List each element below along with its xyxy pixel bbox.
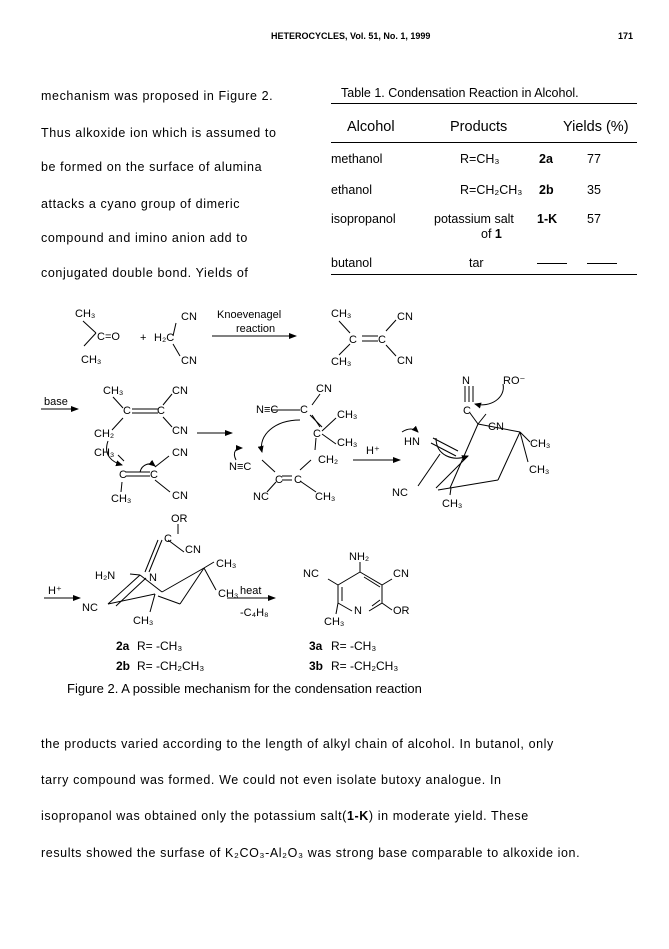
cell-product-line2-text: of (481, 227, 495, 241)
chem-label: heat (240, 585, 262, 597)
bond-line (162, 568, 204, 592)
chem-label: CH₂ (94, 428, 115, 440)
bond-line (204, 562, 214, 568)
chem-label: CN (181, 355, 197, 367)
bond-line (121, 482, 122, 492)
figure-caption: Figure 2. A possible mechanism for the condensation reaction (67, 681, 422, 696)
compound-ref: 1-K (346, 809, 369, 823)
chem-label: NC (392, 487, 408, 499)
chem-label: CH₃ (442, 498, 463, 510)
chem-label: CN (488, 421, 504, 433)
cell-alcohol: methanol (331, 152, 383, 166)
text-line: mechanism was proposed in Figure 2. (41, 89, 274, 103)
chem-label: CN (397, 311, 413, 323)
bond-line (386, 345, 396, 356)
bond-line (338, 603, 352, 611)
bond-line (450, 424, 478, 488)
bond-line (450, 488, 451, 495)
chem-label: N (149, 572, 157, 584)
cell-alcohol: butanol (331, 256, 373, 270)
bond-line (83, 321, 96, 333)
chem-label: CN (172, 425, 188, 437)
text-line: compound and imino anion add to (41, 231, 248, 245)
text-line: conjugated double bond. Yields of (41, 266, 249, 280)
chem-label: H⁺ (48, 585, 62, 597)
cell-alcohol: ethanol (331, 183, 373, 197)
chem-label: CH₃ (94, 447, 115, 459)
chem-label: CH₃ (331, 308, 352, 320)
bond-line (113, 397, 123, 408)
chem-label: CH₃ (337, 409, 358, 421)
chem-label: CN (316, 383, 332, 395)
chem-label: CN (172, 385, 188, 397)
chem-label: NH₂ (349, 551, 370, 563)
bond-line (339, 321, 350, 333)
compound-label-2b: 2b (116, 659, 131, 673)
cell-code: 2b (539, 183, 554, 197)
text-line: be formed on the surface of alumina (41, 160, 263, 174)
compound-label-2a: 2a (116, 639, 130, 653)
bond-line (382, 603, 392, 610)
chem-label: N≡C (256, 404, 279, 416)
compound-label-3a: 3a (309, 639, 323, 653)
chem-label: Knoevenagel (217, 309, 282, 321)
chem-label: CH₃ (133, 615, 154, 627)
chem-label: CH₃ (216, 558, 237, 570)
bond-line (438, 480, 498, 490)
bond-line (328, 579, 338, 585)
col-header-yields: Yields (%) (563, 119, 629, 135)
bond-line (163, 417, 172, 427)
bond-line (322, 418, 336, 431)
chem-label: C (313, 428, 321, 440)
bond-line (418, 454, 440, 486)
bond-line (322, 434, 336, 444)
bond-line (498, 432, 520, 480)
chem-label: C (119, 469, 127, 481)
chem-label: C (300, 404, 308, 416)
bond-line (360, 572, 382, 585)
cell-product: potassium salt (434, 212, 514, 226)
curved-arrow (475, 384, 503, 405)
chem-label: N (354, 605, 362, 617)
curved-arrow (234, 448, 242, 460)
bond-line (310, 415, 322, 427)
body-text-segment: isopropanol was obtained only the potassium salt( (41, 809, 347, 823)
chem-label: C (150, 469, 158, 481)
bond-line (470, 413, 478, 424)
chem-label: OR (171, 513, 188, 525)
bond-line (145, 540, 158, 572)
chem-label: CH₃ (331, 356, 352, 368)
chem-label: H⁺ (366, 445, 380, 457)
body-text-segment: ) in moderate yield. These (368, 809, 529, 823)
r-group-label: R= -CH₂CH₃ (137, 659, 205, 673)
chem-label: CH₃ (324, 616, 345, 628)
chem-label: CN (181, 311, 197, 323)
bond-line (338, 572, 360, 585)
chem-label: H₂N (95, 570, 116, 582)
chem-label: C (275, 474, 283, 486)
chem-label: CH₃ (315, 491, 336, 503)
chem-label: CN (185, 544, 201, 556)
chem-label: C=O (97, 331, 120, 343)
bond-line (155, 480, 170, 492)
chem-label: N≡C (229, 461, 252, 473)
bond-line (369, 603, 382, 611)
chem-label: NC (82, 602, 98, 614)
chem-label: CN (397, 355, 413, 367)
chem-label: C (349, 334, 357, 346)
body-line: results showed the surfase of K₂CO₃-Al₂O₃ was strong base comparable to alkoxide ion. (41, 846, 581, 860)
chem-label: reaction (236, 323, 276, 335)
r-group-label: R= -CH₃ (331, 639, 377, 653)
compound-ref: 1 (494, 227, 502, 241)
bond-line (84, 333, 96, 346)
cell-yield: 57 (587, 212, 601, 226)
page-number: 171 (618, 31, 634, 41)
cell-alcohol: isopropanol (331, 212, 396, 226)
bond-line (173, 344, 180, 356)
chem-label: CH₃ (218, 588, 239, 600)
chem-label: HN (404, 436, 420, 448)
chem-label: CH₂ (318, 454, 339, 466)
body-line: tarry compound was formed. We could not even isolate butoxy analogue. In (41, 773, 502, 787)
bond-line (300, 460, 311, 470)
bond-line (155, 456, 169, 467)
chem-label: CN (172, 447, 188, 459)
table-caption: Table 1. Condensation Reaction in Alcohol. (341, 86, 579, 100)
bond-line (300, 481, 316, 492)
chem-label: CH₃ (529, 464, 550, 476)
chem-label: C (294, 474, 302, 486)
cell-code: 2a (539, 152, 553, 166)
chem-label: CH₃ (530, 438, 551, 450)
bond-line (262, 460, 275, 472)
text-line: attacks a cyano group of dimeric (41, 197, 241, 211)
running-head: HETEROCYCLES, Vol. 51, No. 1, 1999 (271, 31, 431, 41)
chem-label: base (44, 396, 68, 408)
col-header-products: Products (450, 119, 508, 135)
chem-label: CH₃ (81, 354, 102, 366)
chem-label: RO⁻ (503, 375, 526, 387)
compound-label-3b: 3b (309, 659, 324, 673)
cell-product: R=CH₃ (460, 152, 500, 166)
bond-line (336, 603, 338, 614)
chem-label: OR (393, 605, 410, 617)
bond-line (312, 394, 320, 405)
bond-line (130, 574, 140, 575)
chem-label: H₂C (154, 332, 175, 344)
chem-label: C (378, 334, 386, 346)
chem-label: + (140, 332, 147, 344)
chem-label: NC (253, 491, 269, 503)
bond-line (158, 596, 180, 604)
bond-line (163, 394, 172, 405)
cell-code: 1-K (537, 212, 558, 226)
chem-label: C (463, 405, 471, 417)
text-line: Thus alkoxide ion which is assumed to (41, 126, 277, 140)
chem-label: CH₃ (75, 308, 96, 320)
bond-line (149, 540, 162, 572)
bond-line (386, 320, 396, 331)
chem-label: C (164, 533, 172, 545)
bond-line (478, 414, 486, 424)
chem-label: CN (393, 568, 409, 580)
chem-label: NC (303, 568, 319, 580)
bond-line (118, 455, 124, 461)
bond-line (180, 568, 204, 604)
col-header-alcohol: Alcohol (347, 119, 395, 135)
chem-label: C (123, 405, 131, 417)
cell-product: tar (469, 256, 484, 270)
r-group-label: R= -CH₃ (137, 639, 183, 653)
bond-line (204, 568, 216, 590)
cell-yield: 77 (587, 152, 601, 166)
cell-product: R=CH₂CH₃ (460, 183, 523, 197)
body-line: the products varied according to the length of alkyl chain of alcohol. In butanol, only (41, 737, 554, 751)
chem-label: CN (172, 490, 188, 502)
body-line (41, 809, 529, 823)
bond-line (108, 594, 155, 604)
r-group-label: R= -CH₂CH₃ (331, 659, 399, 673)
chem-label: C (157, 405, 165, 417)
curved-arrow (402, 429, 418, 432)
bond-line (382, 579, 392, 585)
chem-label: N (462, 375, 470, 387)
chem-label: CH₃ (337, 437, 358, 449)
cell-yield: 35 (587, 183, 601, 197)
chem-label: CH₃ (111, 493, 132, 505)
curved-arrow (261, 420, 300, 452)
chem-label: -C₄H₈ (240, 607, 269, 619)
chem-label: CH₃ (103, 385, 124, 397)
bond-line (150, 594, 155, 612)
